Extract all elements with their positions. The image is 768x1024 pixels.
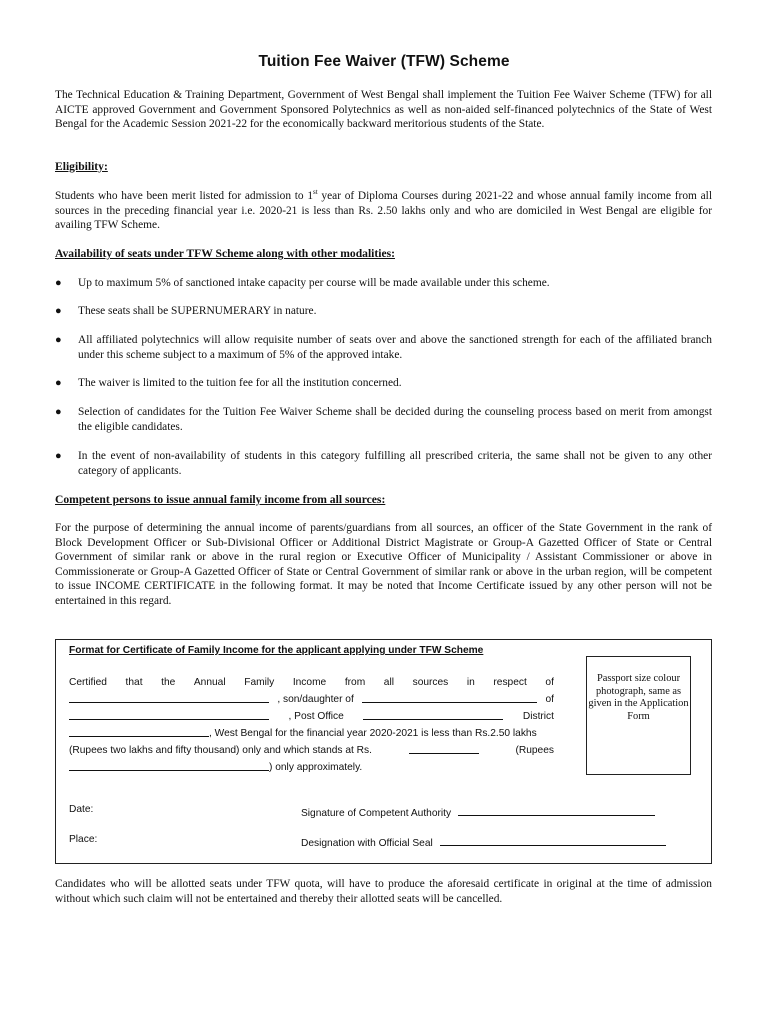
- eligibility-heading: Eligibility:: [55, 160, 108, 173]
- certificate-line-2: , son/daughter of of: [69, 691, 554, 708]
- form-title: Format for Certificate of Family Income for the applicant applying under TFW Scheme: [69, 645, 484, 656]
- date-label: Date:: [69, 804, 94, 815]
- intro-paragraph: The Technical Education & Training Department, Government of West Bengal shall implement the Tuition Fee Waiver Scheme (TFW) for all AICTE approved Government and Government Sponsored Polytechnics as well as non-aided self-financed polytechnics of the State of West Bengal for the Academic Session 2021-22 for the economically backward meritorious students of the State.: [55, 89, 712, 131]
- income-certificate-form: [55, 639, 712, 864]
- bullet-icon: ●: [55, 377, 62, 389]
- signature-blank[interactable]: [458, 804, 655, 816]
- certificate-text: [69, 674, 554, 776]
- certificate-line-6: ) only approximately.: [69, 759, 554, 776]
- certificate-line-1: Certified that the Annual Family Income from all sources in respect of: [69, 677, 554, 688]
- designation-row: Designation with Official Seal: [301, 834, 666, 849]
- page-title: Tuition Fee Waiver (TFW) Scheme: [258, 53, 510, 70]
- bullet-icon: ●: [55, 334, 62, 346]
- bullet-icon: ●: [55, 406, 62, 418]
- income-words-blank[interactable]: [69, 759, 269, 771]
- bullet-icon: ●: [55, 305, 62, 317]
- signature-row: Signature of Competent Authority: [301, 804, 655, 819]
- competent-heading: Competent persons to issue annual family income from all sources:: [55, 493, 386, 506]
- eligibility-paragraph: Students who have been merit listed for admission to 1st year of Diploma Courses during 2021-22 and whose annual family income from all sources in the preceding financial year i.e. 2020-21 is less than Rs. 2.50 lakhs only and who are domiciled in West Bengal are eligible for availing TFW Scheme.: [55, 188, 712, 232]
- applicant-name-blank[interactable]: [69, 691, 269, 703]
- certificate-line-3: , Post Office District: [69, 708, 554, 725]
- availability-heading: Availability of seats under TFW Scheme along with other modalities:: [55, 247, 395, 260]
- income-amount-blank[interactable]: [409, 742, 479, 754]
- competent-paragraph: For the purpose of determining the annual income of parents/guardians from all sources, an officer of the State Government in the rank of Block Development Officer or Sub-Divisional Officer or Additional District Magistrate or Group-A Gazetted Officer of State or Central Government of similar rank or above in the rural region or Executive Officer of Municipality / Assistant Commissioner or above in Commissionerate or Group-A Gazetted Officer of State or Central Government of similar rank or above in the urban region, will be competent to issue INCOME CERTIFICATE in the following format. It may be noted that Income Certificate issued by any other person will not be entertained in this regard.: [55, 522, 712, 607]
- designation-blank[interactable]: [440, 834, 666, 846]
- place-label: Place:: [69, 834, 98, 845]
- certificate-line-5: (Rupees two lakhs and fifty thousand) only and which stands at Rs. (Rupees: [69, 742, 554, 759]
- bullet-icon: ●: [55, 450, 62, 462]
- passport-photo-box: Passport size colour photograph, same as given in the Application Form: [586, 656, 691, 775]
- document-page: Tuition Fee Waiver (TFW) Scheme The Technical Education & Training Department, Government of West Bengal shall implement the Tuition Fee Waiver Scheme (TFW) for all AICTE approved Government and Government Sponsored Polytechnics as well as non-aided self-financed polytechnics of the State of West Bengal for the Academic Session 2021-22 for the economically backward meritorious students of the State. Eligibility: Students who have been merit listed for admission to 1st year of Diploma Courses during 2021-22 and whose annual family income from all sources in the preceding financial year i.e. 2020-21 is less than Rs. 2.50 lakhs only and who are domiciled in West Bengal are eligible for availing TFW Scheme. Availability of seats under TFW Scheme along with other modalities: ● Up to maximum 5% of sanctioned intake capacity per course will be made available under this scheme. ● These seats shall be SUPERNUMERARY in nature. ● All affiliated polytechnics will allow requisite number of seats over and above the sanctioned strength for each of the affiliated branch under this scheme subject to a maximum of 5% of the approved intake. ● The waiver is limited to the tuition fee for all the institution concerned. ● Selection of candidates for the Tuition Fee Waiver Scheme shall be decided during the counseling process based on merit from amongst the eligible candidates. ● In the event of non-availability of students in this category fulfilling all prescribed criteria, the same shall not be given to any other category of applicants. Competent persons to issue annual family income from all sources: For the purpose of determining the annual income of parents/guardians from all sources, an officer of the State Government in the rank of Block Development Officer or Sub-Divisional Officer or Additional District Magistrate or Group-A Gazetted Officer of State or Central Government of similar rank or above in the rural region or Executive Officer of Municipality / Assistant Commissioner or above in Commissionerate or Group-A Gazetted Officer of State or Central Government of similar rank or above in the urban region, will be competent to issue INCOME CERTIFICATE in the following format. It may be noted that Income Certificate issued by any other person will not be entertained in this regard. Format for Certificate of Family Income for the applicant applying under TFW Scheme Certified that the Annual Family Income from all sources in respect of , son/daughter of of , Post Office District , West Bengal for the financial year 2020-2021 is less than Rs.2.50 lakhs (Rupees two lakhs and fifty thousand) only and which stands at Rs. (Rupees ) only approximately. Passport size colour photograph, same as given in the Application Form Date: Signature of Competent Authority Place: Designation with Official Seal Candidates who will be allotted seats under TFW quota, will have to produce the aforesaid certificate in original at the time of admission without which such claim will not be entertained and thereby their allotted seats will be cancelled.: [0, 0, 768, 1024]
- address-blank[interactable]: [69, 708, 269, 720]
- bullet-icon: ●: [55, 277, 62, 289]
- footer-paragraph: Candidates who will be allotted seats under TFW quota, will have to produce the aforesaid certificate in original at the time of admission without which such claim will not be entertained and thereby their allotted seats will be cancelled.: [55, 878, 712, 905]
- district-blank[interactable]: [69, 725, 209, 737]
- post-office-blank[interactable]: [363, 708, 503, 720]
- certificate-line-4: , West Bengal for the financial year 2020-2021 is less than Rs.2.50 lakhs: [69, 725, 554, 742]
- parent-name-blank[interactable]: [362, 691, 537, 703]
